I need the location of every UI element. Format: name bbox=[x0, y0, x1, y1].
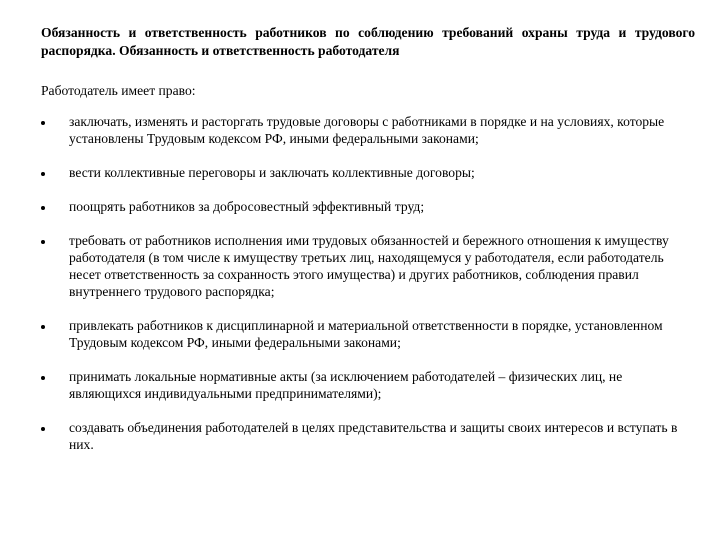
list-item-text: принимать локальные нормативные акты (за исключением работодателей – физических лиц, не являющихся индивидуальными предпринимателями); bbox=[69, 369, 623, 401]
list-item bbox=[41, 113, 695, 147]
list-item bbox=[41, 164, 695, 181]
bullet-icon bbox=[41, 232, 49, 249]
bullet-icon bbox=[41, 368, 49, 385]
list-item-text: поощрять работников за добросовестный эффективный труд; bbox=[69, 199, 425, 214]
list-item bbox=[41, 198, 695, 215]
bullet-icon bbox=[41, 419, 49, 436]
list-item bbox=[41, 419, 695, 453]
list-item-text: заключать, изменять и расторгать трудовые договоры с работниками в порядке и на условиях, которые установлены Трудовым кодексом РФ, иными федеральными законами; bbox=[69, 114, 665, 146]
bullet-icon bbox=[41, 198, 49, 215]
list-item bbox=[41, 232, 695, 300]
bullet-icon bbox=[41, 164, 49, 181]
intro-text: Работодатель имеет право: bbox=[41, 83, 196, 98]
list-item bbox=[41, 317, 695, 351]
rights-list bbox=[41, 113, 695, 453]
document-title: Обязанность и ответственность работников по соблюдению требований охраны труда и трудового распорядка. Обязанность и ответственность работодателя bbox=[41, 25, 695, 58]
bullet-icon bbox=[41, 113, 49, 130]
document-page bbox=[41, 24, 695, 453]
bullet-icon bbox=[41, 317, 49, 334]
list-item-text: вести коллективные переговоры и заключать коллективные договоры; bbox=[69, 165, 475, 180]
list-item bbox=[41, 368, 695, 402]
list-item-text: создавать объединения работодателей в целях представительства и защиты своих интересов и вступать в них. bbox=[69, 420, 678, 452]
list-item-text: требовать от работников исполнения ими трудовых обязанностей и бережного отношения к имуществу работодателя (в том числе к имуществу третьих лиц, находящемуся у работодателя, если работодатель несет ответственность за сохранность этого имущества) и других работников, соблюдения правил внутреннего трудового распорядка; bbox=[69, 233, 669, 299]
list-item-text: привлекать работников к дисциплинарной и материальной ответственности в порядке, установленном Трудовым кодексом РФ, иными федеральными законами; bbox=[69, 318, 663, 350]
